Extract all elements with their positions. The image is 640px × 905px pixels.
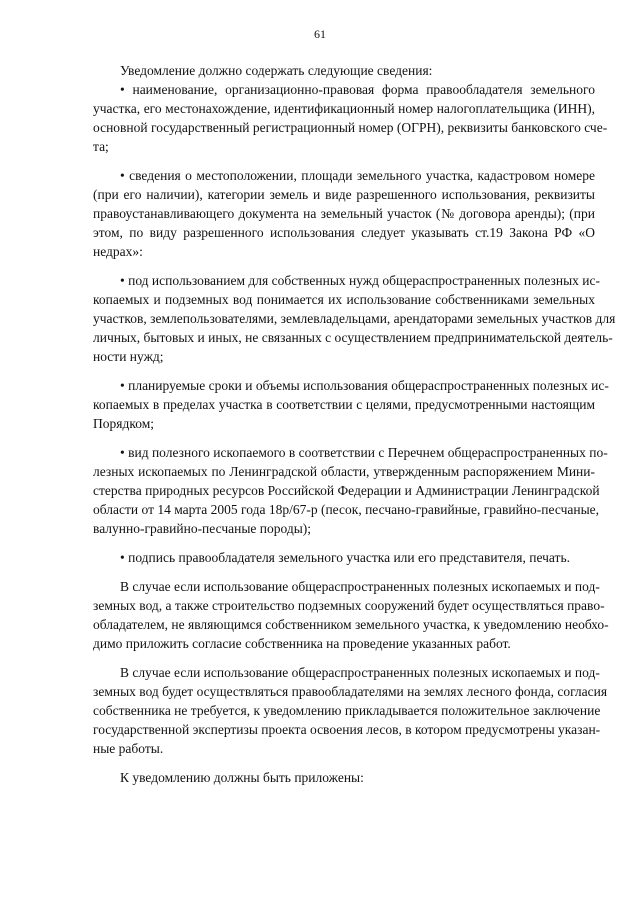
text-line: обладателем, не являющимся собственником земельного участка, к уведомлению необхо- bbox=[93, 617, 609, 632]
text-line: • наименование, организационно-правовая форма правообладателя земельного bbox=[120, 82, 595, 97]
text-line: этом, по виду разрешенного использования следует указывать ст.19 Закона РФ «О bbox=[93, 225, 595, 240]
text-line: участка, его местонахождение, идентификационный номер налогоплательщика (ИНН), bbox=[93, 101, 595, 116]
text-line: собственника не требуется, к уведомлению прикладывается положительное заключение bbox=[93, 703, 601, 718]
text-line: личных, бытовых и иных, не связанных с осуществлением предпринимательской деятель- bbox=[93, 330, 613, 345]
text-line: стерства природных ресурсов Российской Федерации и Администрации Ленинградской bbox=[93, 483, 600, 498]
text-line: государственной экспертизы проекта освоения лесов, в котором предусмотрены указан- bbox=[93, 722, 601, 737]
text-line: ности нужд; bbox=[93, 349, 164, 364]
text-line: К уведомлению должны быть приложены: bbox=[120, 770, 364, 785]
text-line: • вид полезного ископаемого в соответствии с Перечнем общераспространенных по- bbox=[120, 445, 608, 460]
text-line: Уведомление должно содержать следующие сведения: bbox=[120, 63, 433, 78]
text-line: (при его наличии), категории земель и виде разрешенного использования, реквизиты bbox=[93, 187, 595, 202]
text-line: недрах»: bbox=[93, 244, 143, 259]
text-line: лезных ископаемых по Ленинградской области, утвержденным распоряжением Мини- bbox=[93, 464, 595, 479]
page-number: 61 bbox=[314, 27, 326, 41]
text-line: копаемых в пределах участка в соответствии с целями, предусмотренными настоящим bbox=[93, 397, 595, 412]
text-line: • планируемые сроки и объемы использования общераспространенных полезных ис- bbox=[120, 378, 609, 393]
text-line: • сведения о местоположении, площади земельного участка, кадастровом номере bbox=[120, 168, 595, 183]
text-line: Порядком; bbox=[93, 416, 154, 431]
text-line: • подпись правообладателя земельного участка или его представителя, печать. bbox=[120, 550, 570, 565]
text-line: • под использованием для собственных нужд общераспространенных полезных ис- bbox=[120, 273, 600, 288]
text-line: участков, землепользователями, землевладельцами, арендаторами земельных участков для bbox=[93, 311, 616, 326]
text-line: основной государственный регистрационный номер (ОГРН), реквизиты банковского сче- bbox=[93, 120, 608, 135]
text-line: валунно-гравийно-песчаные породы); bbox=[93, 521, 312, 536]
text-line: та; bbox=[93, 139, 109, 154]
text-line: земных вод, а также строительство подземных сооружений будет осуществляться право- bbox=[93, 598, 605, 613]
text-line: В случае если использование общераспространенных полезных ископаемых и под- bbox=[120, 579, 600, 594]
text-line: В случае если использование общераспространенных полезных ископаемых и под- bbox=[120, 665, 600, 680]
text-line: области от 14 марта 2005 года 18р/67-р (песок, песчано-гравийные, гравийно-песчаные, bbox=[93, 502, 600, 517]
text-line: правоустанавливающего документа на земельный участок (№ договора аренды); (при bbox=[93, 206, 595, 221]
text-line: димо приложить согласие собственника на проведение указанных работ. bbox=[93, 636, 511, 651]
text-line: копаемых и подземных вод понимается их использование собственниками земельных bbox=[93, 292, 595, 307]
text-line: земных вод будет осуществляться правообладателями на землях лесного фонда, согласия bbox=[93, 684, 608, 699]
text-line: ные работы. bbox=[93, 741, 164, 756]
